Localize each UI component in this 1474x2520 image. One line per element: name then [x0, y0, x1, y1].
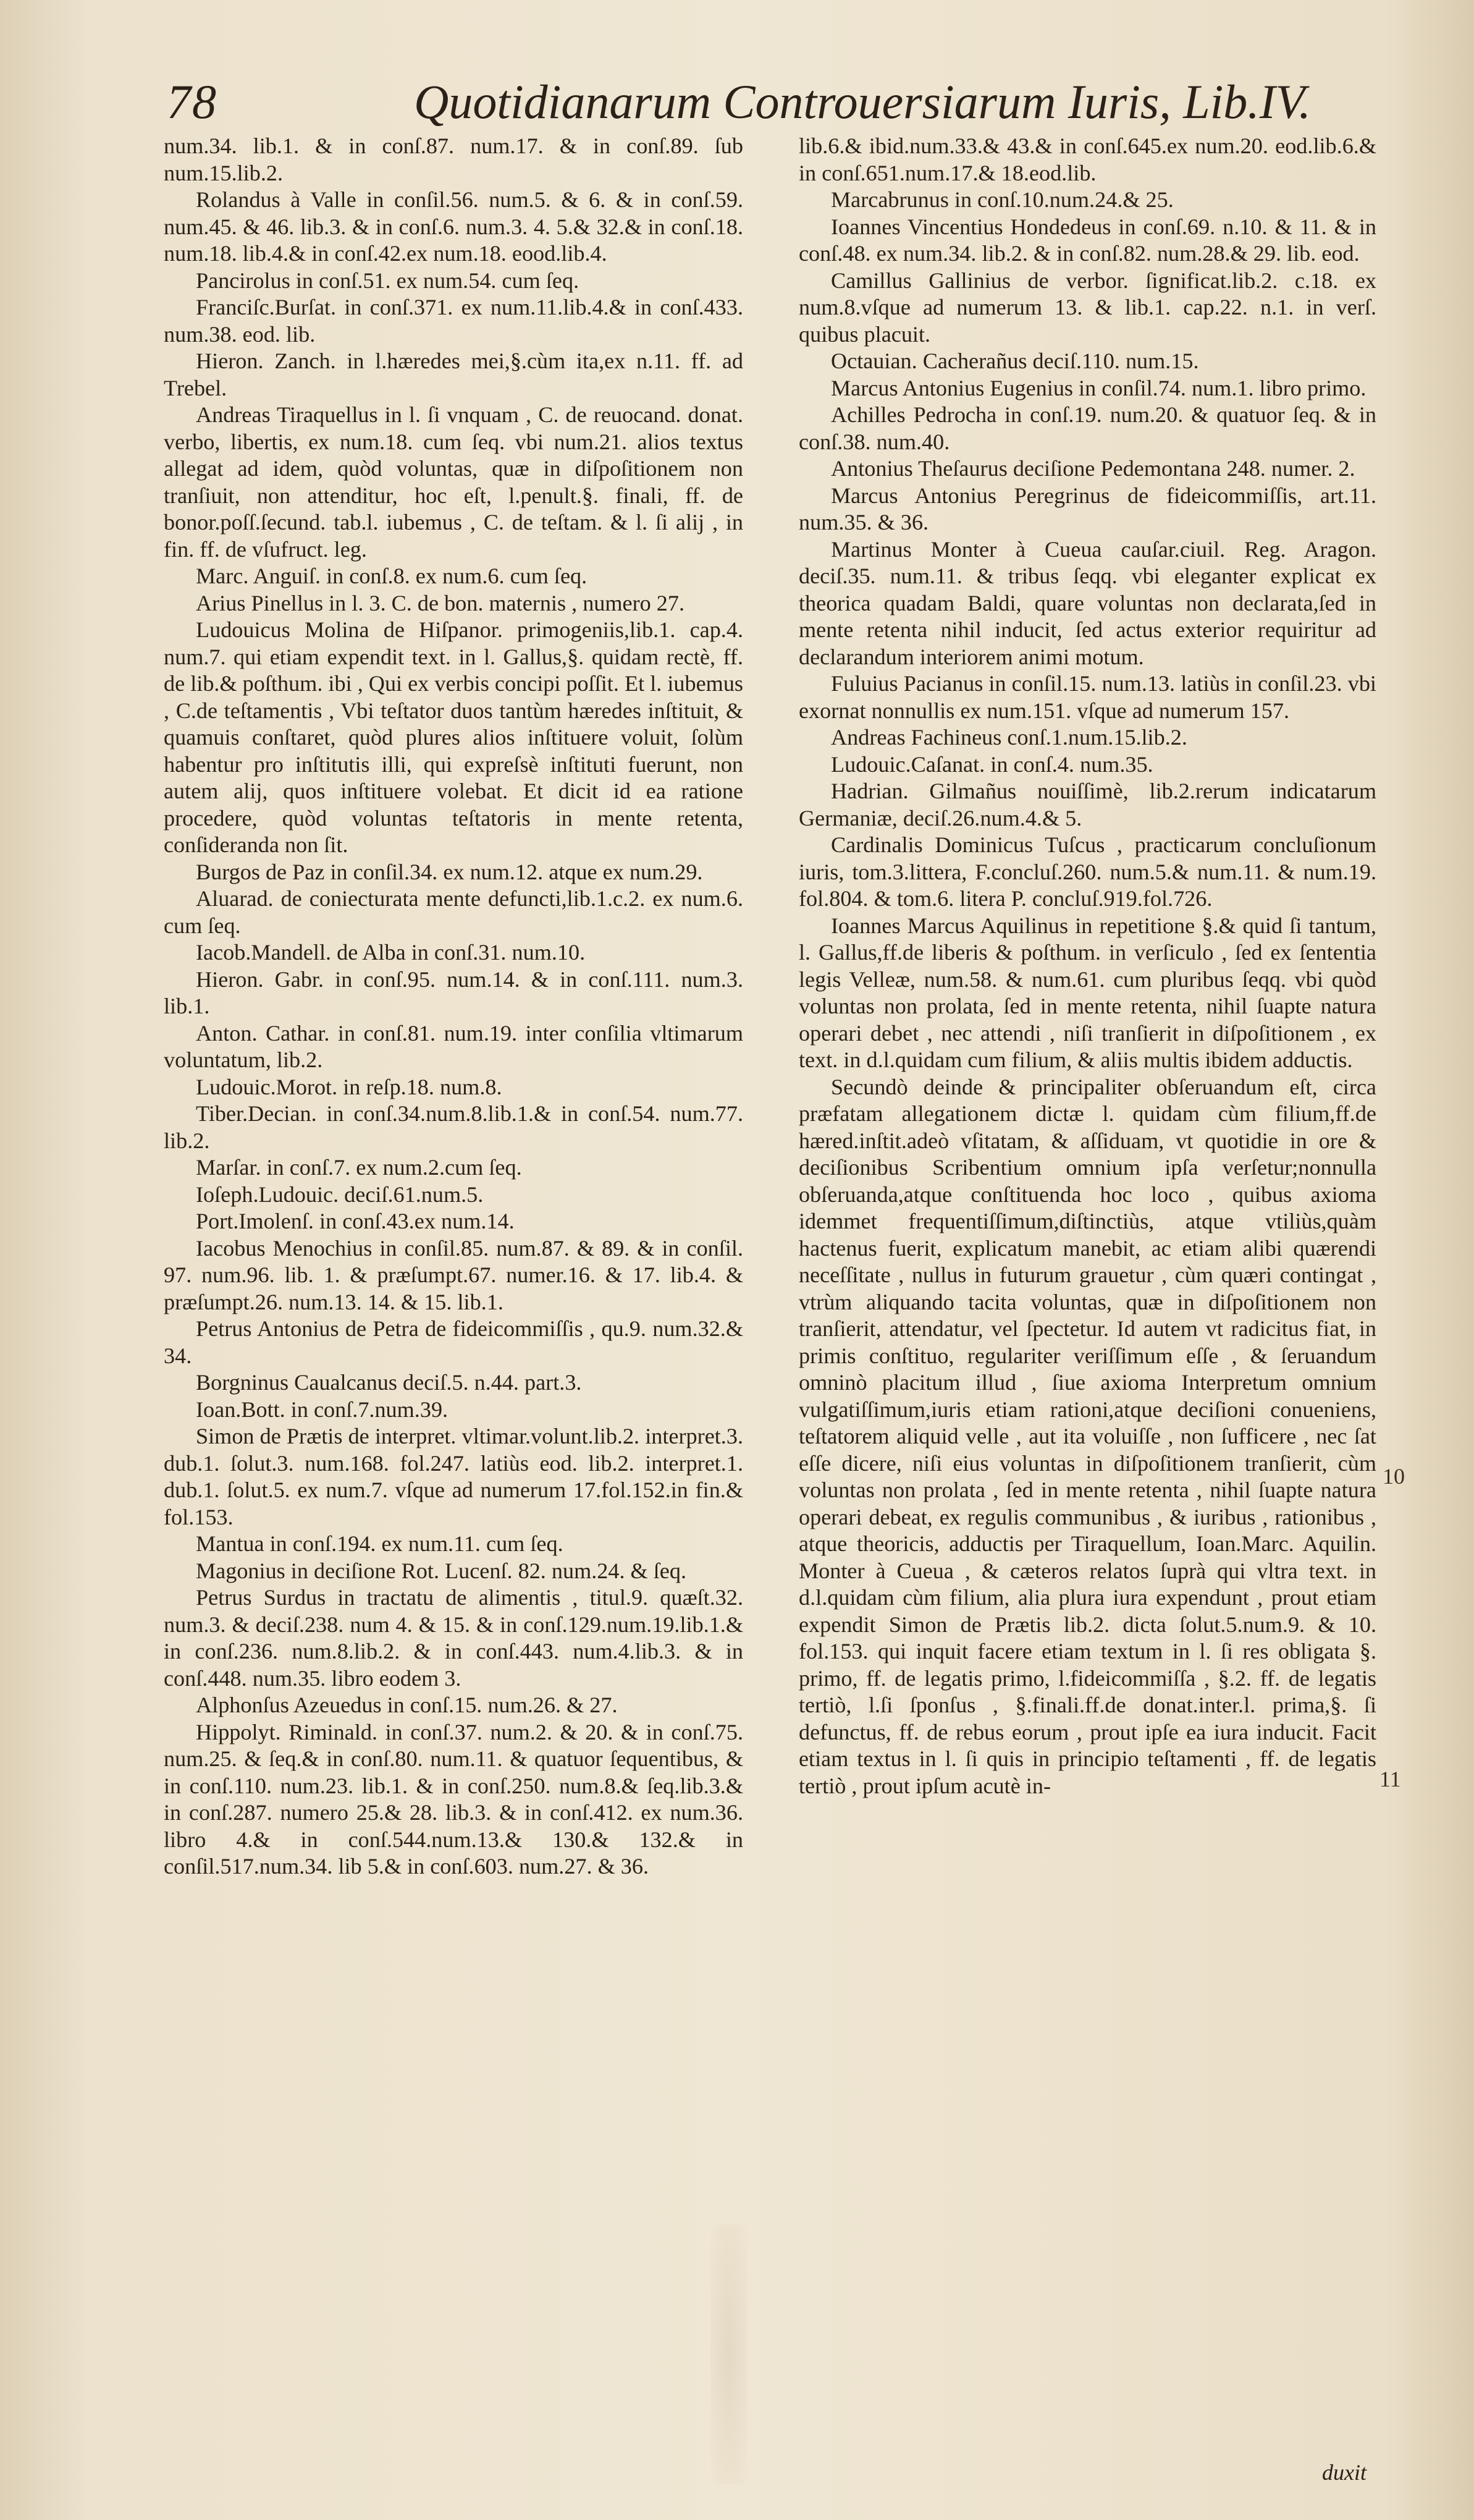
citation-entry: Andreas Tiraquellus in l. ſi vnquam , C. de reuocand. donat. verbo, libertis, ex num.18. cum ſeq. vbi num.21. alios textus allegat ad idem, quòd voluntas, quæ in diſpoſitionem non tranſiuit, non attenditur, hoc eſt, l.penult.§. finali, ff. de bonor.poſſ.ſecund. tab.l. iubemus , C. de teſtam. & l. ſi alij , in fin. ff. de vſufruct. leg. [164, 402, 743, 562]
citation-entry: Mantua in conſ.194. ex num.11. cum ſeq. [196, 1531, 563, 1556]
citation-entry: Marcabrunus in conſ.10.num.24.& 25. [831, 187, 1174, 212]
citation-entry: Tiber.Decian. in conſ.34.num.8.lib.1.& in conſ.54. num.77. lib.2. [164, 1101, 743, 1153]
citation-entry: Ludouicus Molina de Hiſpanor. primogeniis,lib.1. cap.4. num.7. qui etiam expendit text. in l. Gallus,§. quidam rectè, ff. de lib.& poſthum. ibi , Qui ex verbis concipi poſſit. Et l. iubemus , C.de teſtamentis , Vbi teſtator duos tantùm hæredes inſtituit, & quamuis conſtaret, quòd plures alios inſtituere voluit, ſolùm habentur pro inſtitutis illi, qui expreſsè inſtituti fuerunt, non autem alij, quos inſtituere volebat. Et dicit id ea ratione procedere, quòd voluntas teſtatoris in mente retenta, conſideranda non ſit. [164, 617, 743, 857]
citation-entry: Petrus Antonius de Petra de fideicommiſſis , qu.9. num.32.& 34. [164, 1316, 743, 1368]
citation-entry: Ioſeph.Ludouic. deciſ.61.num.5. [196, 1182, 484, 1207]
citation-entry: Andreas Fachineus conſ.1.num.15.lib.2. [831, 725, 1187, 750]
margin-note: 11 [1379, 1767, 1401, 1791]
citation-entry: Anton. Cathar. in conſ.81. num.19. inter conſilia vltimarum voluntatum, lib.2. [164, 1020, 743, 1072]
citation-entry: lib.6.& ibid.num.33.& 43.& in conſ.645.ex num.20. eod.lib.6.& in conſ.651.num.17.& 18.eod.lib. [799, 133, 1376, 185]
running-title: Quotidianarum Controuersiarum Iuris, Lib.IV. [414, 75, 1311, 129]
citation-entry: Marſar. in conſ.7. ex num.2.cum ſeq. [196, 1155, 522, 1180]
margin-note: 10 [1383, 1464, 1405, 1489]
citation-entry: Marcus Antonius Peregrinus de fideicommiſſis, art.11. num.35. & 36. [799, 483, 1376, 535]
citation-entry: Magonius in deciſione Rot. Lucenſ. 82. num.24. & ſeq. [196, 1558, 687, 1583]
citation-entry: Octauian. Cacherañus deciſ.110. num.15. [831, 349, 1199, 373]
citation-entry: Franciſc.Burſat. in conſ.371. ex num.11.lib.4.& in conſ.433. num.38. eod. lib. [164, 295, 743, 347]
citation-entry: Port.Imolenſ. in conſ.43.ex num.14. [196, 1209, 515, 1233]
citation-entry: Hieron. Zanch. in l.hæredes mei,§.cùm ita,ex n.11. ff. ad Trebel. [164, 349, 743, 400]
citation-entry: Hippolyt. Riminald. in conſ.37. num.2. & 20. & in conſ.75. num.25. & ſeq.& in conſ.80. num.11. & quatuor ſequentibus, & in conſ.110. num.23. lib.1. & in conſ.250. num.8.& ſeq.lib.3.& in conſ.287. numero 25.& 28. lib.3. & in conſ.412. ex num.36. libro 4.& in conſ.544.num.13.& 130.& 132.& in conſil.517.num.34. lib 5.& in conſ.603. num.27. & 36. [164, 1719, 743, 1879]
page-number: 78 [167, 75, 217, 129]
citation-entry: Secundò deinde & principaliter obſeruandum eſt, circa præfatam allegationem dictæ l. quidam cùm filium,ff.de hæred.inſtit.adeò vſitatam, & aſſiduam, vt quotidie in ore & deciſionibus Scribentium omnium ipſa verſetur;nonnulla obſeruanda,atque conſtituenda hoc loco , quibus axioma idemmet frequentiſſimum,diſtinctiùs, atque vtiliùs,quàm hactenus fuerit, explicatum manebit, ac etiam alibi quærendi neceſſitate , nullus in futurum grauetur , cùm quæri contingat , vtrùm aliquando tacita voluntas, quæ in diſpoſitionem non tranſierit, attendatur, vel ſpectetur. Id autem vt radicitus fiat, in primis conſtituo, regulariter veriſſimum eſſe , & ſeruandum omninò placitum illud , ſiue axioma Interpretum omnium vulgatiſſimum,iuris etiam rationi,atque deciſioni conueniens, teſtatorem aliquid velle , aut ita voluiſſe , non ſufficere , nec ſat eſſe dicere, niſi eius voluntas in diſpoſitionem tranſierit, cùm voluntas non prolata , ſed in mente retenta , nihil ſuapte natura operari debeat, ex regulis communibus , & iuribus , rationibus , atque theoricis, adductis per Tiraquellum, Ioan.Marc. Aquilin. Monter à Cueua , & cæteros relatos ſuprà qui vltra text. in d.l.quidam cùm filium, alia plura iura expendunt , prout etiam expendit Simon de Prætis lib.2. dicta ſolut.5.num.9. & 10. fol.153. qui inquit facere etiam textum in l. ſi res obligata §. primo, ff. de legatis primo, l.fideicommiſſa , §.2. ff. de legatis tertiò, l.ſi ſponſus , §.finali.ff.de donat.inter.l. prima,§. ſi defunctus, ff. de rebus eorum , prout ipſe ea iura inducit. Facit etiam textus in l. ſi quis in principio teſtamenti , ff. de legatis tertiò , prout ipſum acutè in- [799, 1074, 1376, 1798]
right-column [799, 133, 1376, 2450]
citation-entry: Simon de Prætis de interpret. vltimar.volunt.lib.2. interpret.3. dub.1. ſolut.3. num.168. fol.247. latiùs eod. lib.2. interpret.1. dub.1. ſolut.5. ex num.7. vſque ad numerum 17.fol.152.in fin.& fol.153. [164, 1424, 743, 1529]
citation-entry: Marc. Anguiſ. in conſ.8. ex num.6. cum ſeq. [196, 564, 587, 588]
citation-entry: Achilles Pedrocha in conſ.19. num.20. & quatuor ſeq. & in conſ.38. num.40. [799, 402, 1376, 454]
citation-entry: Borgninus Caualcanus deciſ.5. n.44. part.3. [196, 1370, 582, 1395]
citation-entry: Burgos de Paz in conſil.34. ex num.12. atque ex num.29. [196, 859, 703, 884]
paper-stain [710, 2225, 748, 2484]
citation-entry: Fuluius Pacianus in conſil.15. num.13. latiùs in conſil.23. vbi exornat nonnullis ex num.151. vſque ad numerum 157. [799, 671, 1376, 723]
citation-entry: Ioannes Vincentius Hondedeus in conſ.69. n.10. & 11. & in conſ.48. ex num.34. lib.2. & in conſ.82. num.28.& 29. lib. eod. [799, 214, 1376, 266]
citation-entry: Martinus Monter à Cueua cauſar.ciuil. Reg. Aragon. deciſ.35. num.11. & tribus ſeqq. vbi eleganter explicat ex theorica quadam Baldi, quare voluntas non declarata,ſed in mente retenta nihil inducit, ſed actus exterior requiritur ad declarandum interiorem animi motum. [799, 536, 1376, 669]
page-header [167, 74, 1311, 142]
citation-entry: num.34. lib.1. & in conſ.87. num.17. & in conſ.89. ſub num.15.lib.2. [164, 133, 743, 185]
citation-entry: Petrus Surdus in tractatu de alimentis , titul.9. quæſt.32. num.3. & deciſ.238. num 4. & 15. & in conſ.129.num.19.lib.1.& in conſ.236. num.8.lib.2. & in conſ.443. num.4.lib.3. & in conſ.448. num.35. libro eodem 3. [164, 1585, 743, 1691]
citation-entry: Marcus Antonius Eugenius in conſil.74. num.1. libro primo. [831, 375, 1367, 400]
citation-entry: Alphonſus Azeuedus in conſ.15. num.26. & 27. [196, 1693, 618, 1717]
citation-entry: Iacobus Menochius in conſil.85. num.87. & 89. & in conſil. 97. num.96. lib. 1. & præſumpt.67. numer.16. & 17. lib.4. & præſumpt.26. num.13. 14. & 15. lib.1. [164, 1235, 743, 1314]
left-column [164, 133, 743, 2512]
citation-entry: Cardinalis Dominicus Tuſcus , practicarum concluſionum iuris, tom.3.littera, F.concluſ.260. num.5.& num.11. & num.19. fol.804. & tom.6. litera P. concluſ.919.fol.726. [799, 832, 1376, 911]
citation-entry: Pancirolus in conſ.51. ex num.54. cum ſeq. [196, 268, 579, 293]
citation-entry: Ludouic.Caſanat. in conſ.4. num.35. [831, 751, 1153, 777]
citation-entry: Ioannes Marcus Aquilinus in repetitione §.& quid ſi tantum, l. Gallus,ff.de liberis & poſthum. in verſiculo , ſed ex ſententia legis Velleæ, num.58. & num.61. cum pluribus ſeqq. vbi quòd voluntas non prolata, ſed in mente retenta, nihil ſuapte natura operari debet , nec attendi , niſi tranſierit in diſpoſitionem , ex text. in d.l.quidam cum filium, & aliis multis ibidem adductis. [799, 913, 1376, 1072]
citation-entry: Hieron. Gabr. in conſ.95. num.14. & in conſ.111. num.3. lib.1. [164, 966, 743, 1018]
citation-entry: Antonius Theſaurus deciſione Pedemontana 248. numer. 2. [831, 456, 1355, 481]
citation-entry: Aluarad. de coniecturata mente defuncti,lib.1.c.2. ex num.6. cum ſeq. [164, 886, 743, 938]
catchword: duxit [1322, 2460, 1367, 2485]
citation-entry: Ludouic.Morot. in reſp.18. num.8. [196, 1074, 502, 1099]
citation-entry: Arius Pinellus in l. 3. C. de bon. maternis , numero 27. [196, 590, 685, 615]
citation-entry: Hadrian. Gilmañus nouiſſimè, lib.2.rerum indicatarum Germaniæ, deciſ.26.num.4.& 5. [799, 779, 1376, 831]
citation-entry: Rolandus à Valle in conſil.56. num.5. & 6. & in conſ.59. num.45. & 46. lib.3. & in conſ.6. num.3. 4. 5.& 32.& in conſ.18. num.18. lib.4.& in conſ.42.ex num.18. eood.lib.4. [164, 187, 743, 266]
citation-entry: Camillus Gallinius de verbor. ſignificat.lib.2. c.18. ex num.8.vſque ad numerum 13. & lib.1. cap.22. n.1. in verſ. quibus placuit. [799, 268, 1376, 347]
citation-entry: Ioan.Bott. in conſ.7.num.39. [196, 1397, 449, 1422]
citation-entry: Iacob.Mandell. de Alba in conſ.31. num.10. [196, 940, 586, 965]
